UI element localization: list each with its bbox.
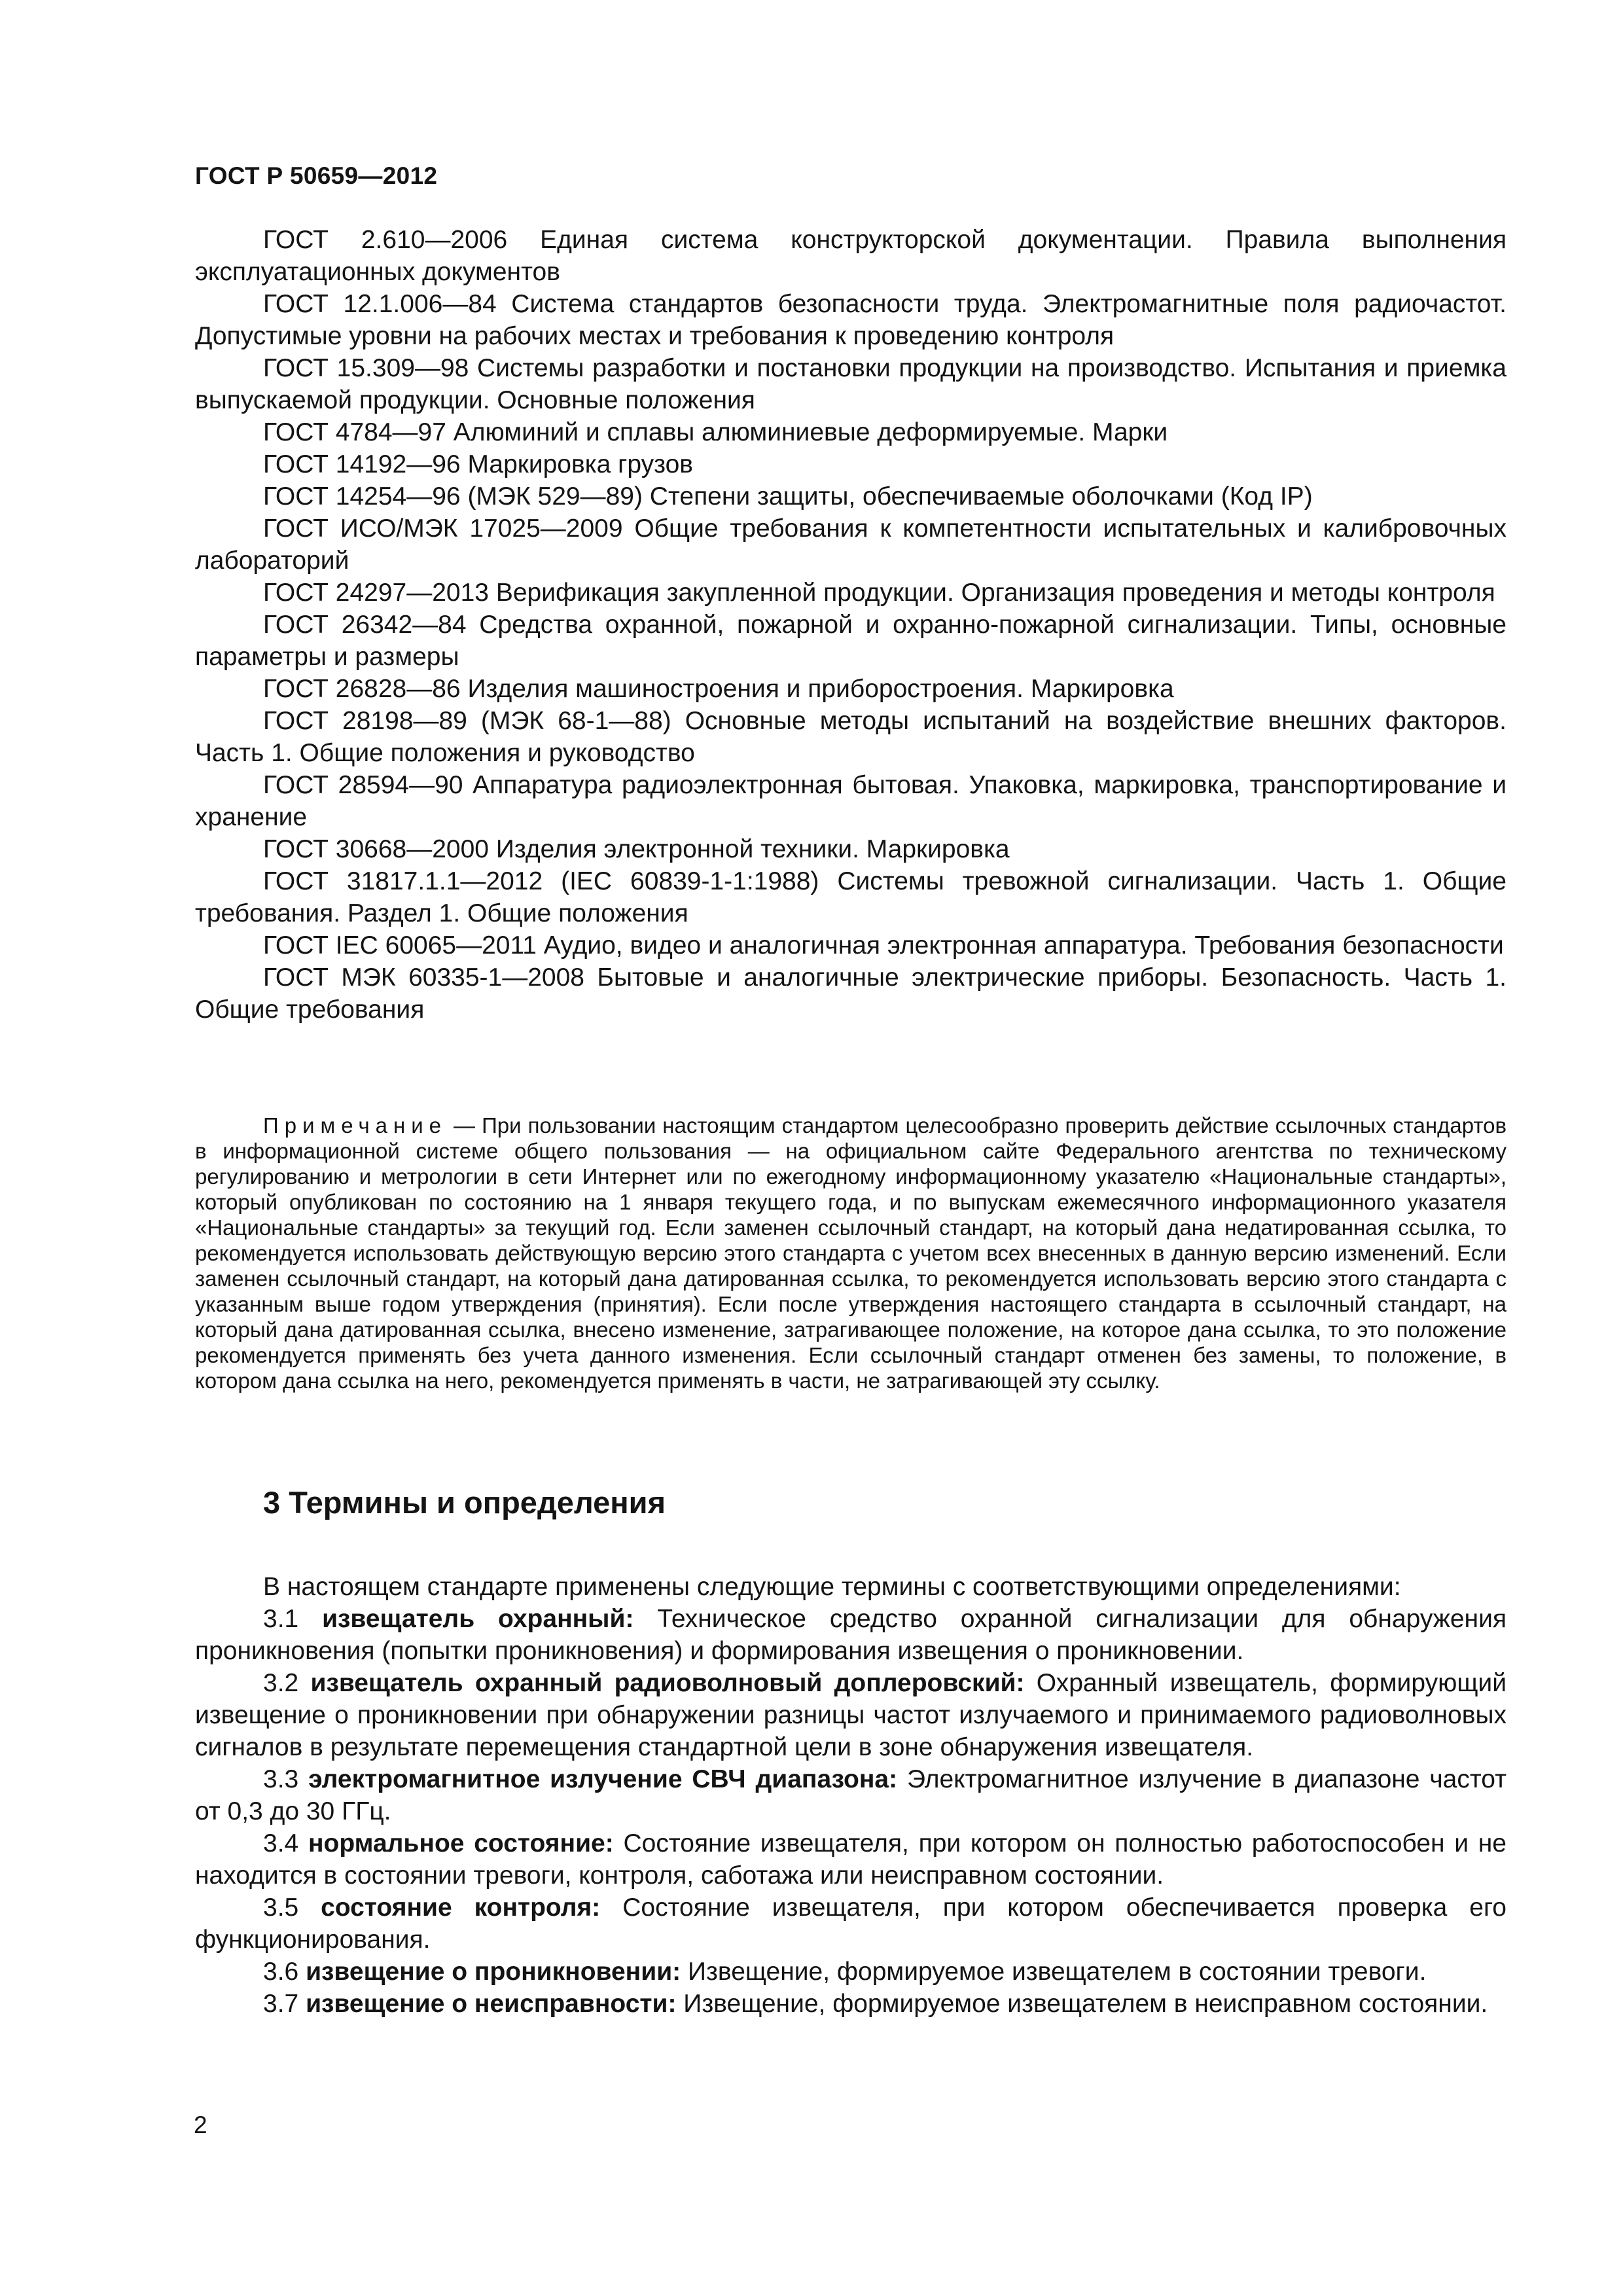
reference-item: ГОСТ 30668—2000 Изделия электронной техники. Маркировка [263,835,1010,863]
term-definition: Электромагнитное излучение в диапазоне частот от 0,3 до 30 ГГц. [195,1765,1507,1825]
term-entry [195,1827,1507,1892]
document-header: ГОСТ Р 50659—2012 [195,162,438,189]
reference-item: ГОСТ 15.309—98 Системы разработки и постановки продукции на производство. Испытания и приемка выпускаемой продукции. Основные положения [195,354,1507,414]
reference-item: ГОСТ 14254—96 (МЭК 529—89) Степени защиты, обеспечиваемые оболочками (Код IP) [263,482,1313,511]
note-paragraph [195,1113,1507,1393]
term-number: 3.3 [263,1765,309,1793]
reference-item: ГОСТ 2.610—2006 Единая система конструкторской документации. Правила выполнения эксплуатационных документов [195,226,1507,286]
page-number: 2 [194,2111,207,2138]
reference-item: ГОСТ 14192—96 Маркировка грузов [263,450,693,478]
term-name: извещение о неисправности: [306,1990,677,2018]
terms-list [195,1571,1507,2020]
term-number: 3.1 [263,1605,323,1633]
term-entry [195,1603,1507,1667]
term-definition: Состояние извещателя, при котором он полностью работоспособен и не находится в состоянии тревоги, контроля, саботажа или неисправном состоянии. [195,1829,1507,1890]
term-entry [195,1956,1507,1988]
reference-item: ГОСТ 26828—86 Изделия машиностроения и приборостроения. Маркировка [263,675,1174,703]
reference-item: ГОСТ 4784—97 Алюминий и сплавы алюминиевые деформируемые. Марки [263,418,1168,446]
reference-item: ГОСТ МЭК 60335-1—2008 Бытовые и аналогичные электрические приборы. Безопасность. Часть 1. Общие требования [195,963,1507,1024]
note-text: — При пользовании настоящим стандартом целесообразно проверить действие ссылочных стандартов в информационной системе общего пользования — на официальном сайте Федерального агентства по техническому регулированию и метрологии в сети Интернет или по ежегодному информационному указателю «Национальные стандарты», который опубликован по состоянию на 1 января текущего года, и по выпускам ежемесячного информационного указателя «Национальные стандарты» за текущий год. Если заменен ссылочный стандарт, на который дана недатированная ссылка, то рекомендуется использовать действующую версию этого стандарта с учетом всех внесенных в данную версию изменений. Если заменен ссылочный стандарт, на который дана датированная ссылка, то рекомендуется использовать версию этого стандарта с указанным выше годом утверждения (принятия). Если после утверждения настоящего стандарта в ссылочный стандарт, на который дана датированная ссылка, внесено изменение, затрагивающее положение, на которое дана ссылка, то это положение рекомендуется применять без учета данного изменения. Если ссылочный стандарт отменен без замены, то положение, в котором дана ссылка на него, рекомендуется применять в части, не затрагивающей эту ссылку. [195,1113,1507,1393]
reference-item: ГОСТ IEC 60065—2011 Аудио, видео и аналогичная электронная аппаратура. Требования безопасности [263,931,1504,960]
note-label: Примечание [263,1113,448,1138]
reference-item: ГОСТ 24297—2013 Верификация закупленной продукции. Организация проведения и методы контроля [263,579,1495,607]
reference-item: ГОСТ 26342—84 Средства охранной, пожарной и охранно-пожарной сигнализации. Типы, основные параметры и размеры [195,611,1507,671]
term-definition: Извещение, формируемое извещателем в неисправном состоянии. [676,1990,1488,2018]
term-number: 3.7 [263,1990,306,2018]
reference-item: ГОСТ 28198—89 (МЭК 68-1—88) Основные методы испытаний на воздействие внешних факторов. Часть 1. Общие положения и руководство [195,707,1507,767]
term-name: состояние контроля: [321,1893,601,1922]
term-definition: Техническое средство охранной сигнализации для обнаружения проникновения (попытки проникновения) и формирования извещения о проникновении. [195,1605,1507,1665]
term-entry [195,1763,1507,1827]
term-number: 3.2 [263,1669,311,1697]
term-name: извещатель охранный радиоволновый доплеровский: [310,1669,1025,1697]
term-name: нормальное состояние: [308,1829,614,1857]
term-definition: Извещение, формируемое извещателем в состоянии тревоги. [681,1958,1427,1986]
term-entry [195,1988,1507,2020]
term-definition: Состояние извещателя, при котором обеспечивается проверка его функционирования. [195,1893,1507,1954]
reference-item: ГОСТ ИСО/МЭК 17025—2009 Общие требования к компетентности испытательных и калибровочных лабораторий [195,514,1507,575]
term-entry [195,1667,1507,1763]
term-entry [195,1892,1507,1956]
term-name: электромагнитное излучение СВЧ диапазона: [308,1765,898,1793]
normative-references-list [195,224,1507,1026]
reference-item: ГОСТ 28594—90 Аппаратура радиоэлектронная бытовая. Упаковка, маркировка, транспортирование и хранение [195,771,1507,831]
term-number: 3.4 [263,1829,308,1857]
section-intro: В настоящем стандарте применены следующие термины с соответствующими определениями: [263,1573,1401,1601]
term-number: 3.5 [263,1893,321,1922]
term-name: извещатель охранный: [322,1605,634,1633]
reference-item: ГОСТ 31817.1.1—2012 (IEC 60839-1-1:1988) Системы тревожной сигнализации. Часть 1. Общие требования. Раздел 1. Общие положения [195,867,1507,927]
term-name: извещение о проникновении: [306,1958,681,1986]
section-title: 3 Термины и определения [263,1485,666,1520]
reference-item: ГОСТ 12.1.006—84 Система стандартов безопасности труда. Электромагнитные поля радиочастот. Допустимые уровни на рабочих местах и требования к проведению контроля [195,290,1507,350]
term-number: 3.6 [263,1958,306,1986]
term-definition: Охранный извещатель, формирующий извещение о проникновении при обнаружении разницы частот излучаемого и принимаемого радиоволновых сигналов в результате перемещения стандартной цели в зоне обнаружения извещателя. [195,1669,1507,1761]
